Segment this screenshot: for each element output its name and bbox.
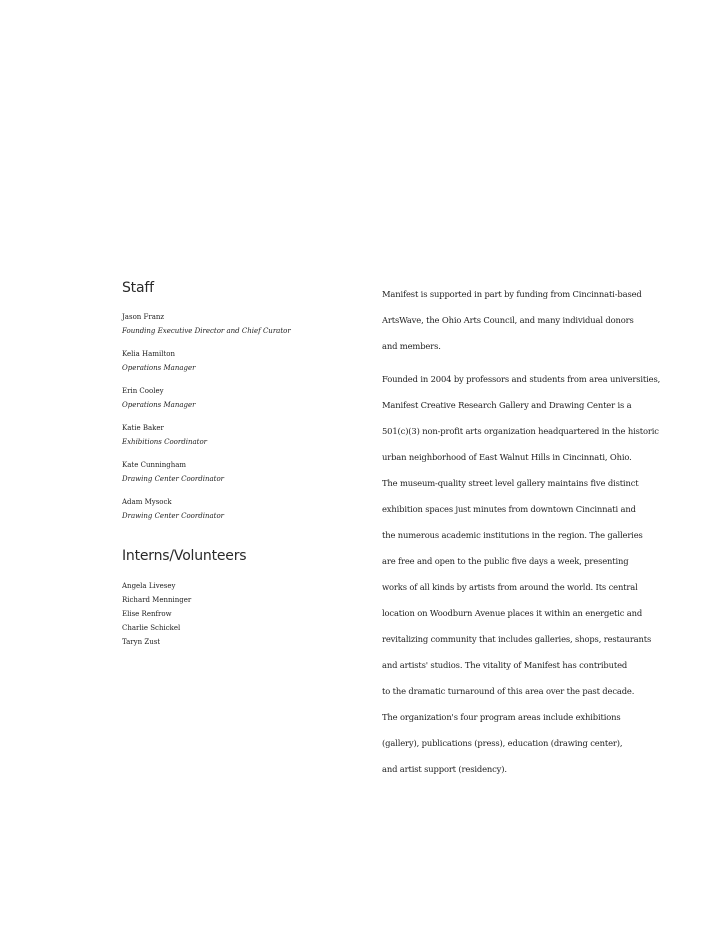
intern-name: Richard Menninger (122, 596, 192, 604)
text-line: Manifest Creative Research Gallery and Drawing Center is a (382, 400, 632, 410)
text-line: works of all kinds by artists from around the world. Its central (382, 582, 638, 592)
support-paragraph (382, 281, 682, 359)
staff-member (122, 384, 342, 412)
interns-heading: Interns/Volunteers (122, 548, 247, 564)
staff-name: Jason Franz (122, 313, 165, 321)
text-line: to the dramatic turnaround of this area over the past decade. (382, 686, 635, 696)
staff-role: Operations Manager (122, 401, 196, 409)
text-line: 501(c)(3) non-profit arts organization headquartered in the historic (382, 426, 659, 436)
intern-name: Angela Livesey (122, 582, 176, 590)
right-column (382, 281, 682, 782)
staff-role: Operations Manager (122, 364, 196, 372)
staff-heading: Staff (122, 280, 154, 296)
text-line: (gallery), publications (press), education (drawing center), (382, 738, 623, 748)
intern-name: Elise Renfrow (122, 610, 172, 618)
staff-role: Founding Executive Director and Chief Curator (122, 327, 291, 335)
text-line: are free and open to the public five days a week, presenting (382, 556, 629, 566)
text-line: and artist support (residency). (382, 764, 507, 774)
text-line: exhibition spaces just minutes from downtown Cincinnati and (382, 504, 636, 514)
staff-name: Katie Baker (122, 424, 164, 432)
interns-list (122, 579, 342, 649)
staff-member (122, 458, 342, 486)
text-line: and artists' studios. The vitality of Manifest has contributed (382, 660, 628, 670)
staff-name: Erin Cooley (122, 387, 164, 395)
intern-name: Charlie Schickel (122, 624, 181, 632)
staff-name: Adam Mysock (122, 498, 172, 506)
staff-member (122, 495, 342, 523)
staff-member (122, 421, 342, 449)
history-paragraph (382, 366, 682, 782)
intern-name: Taryn Zust (122, 638, 161, 646)
text-line: revitalizing community that includes galleries, shops, restaurants (382, 634, 652, 644)
staff-name: Kate Cunningham (122, 461, 187, 469)
text-line: Founded in 2004 by professors and students from area universities, (382, 374, 661, 384)
text-line: the numerous academic institutions in the region. The galleries (382, 530, 643, 540)
staff-member (122, 347, 342, 375)
text-line: The organization's four program areas include exhibitions (382, 712, 621, 722)
staff-member (122, 310, 342, 338)
text-line: ArtsWave, the Ohio Arts Council, and many individual donors (382, 315, 634, 325)
staff-role: Exhibitions Coordinator (122, 438, 208, 446)
text-line: Manifest is supported in part by funding from Cincinnati-based (382, 289, 642, 299)
text-line: urban neighborhood of East Walnut Hills in Cincinnati, Ohio. (382, 452, 632, 462)
text-line: The museum-quality street level gallery maintains five distinct (382, 478, 639, 488)
staff-name: Kelia Hamilton (122, 350, 175, 358)
text-line: location on Woodburn Avenue places it within an energetic and (382, 608, 643, 618)
text-line: and members. (382, 341, 441, 351)
staff-role: Drawing Center Coordinator (122, 512, 225, 520)
left-column (122, 280, 342, 649)
staff-role: Drawing Center Coordinator (122, 475, 225, 483)
